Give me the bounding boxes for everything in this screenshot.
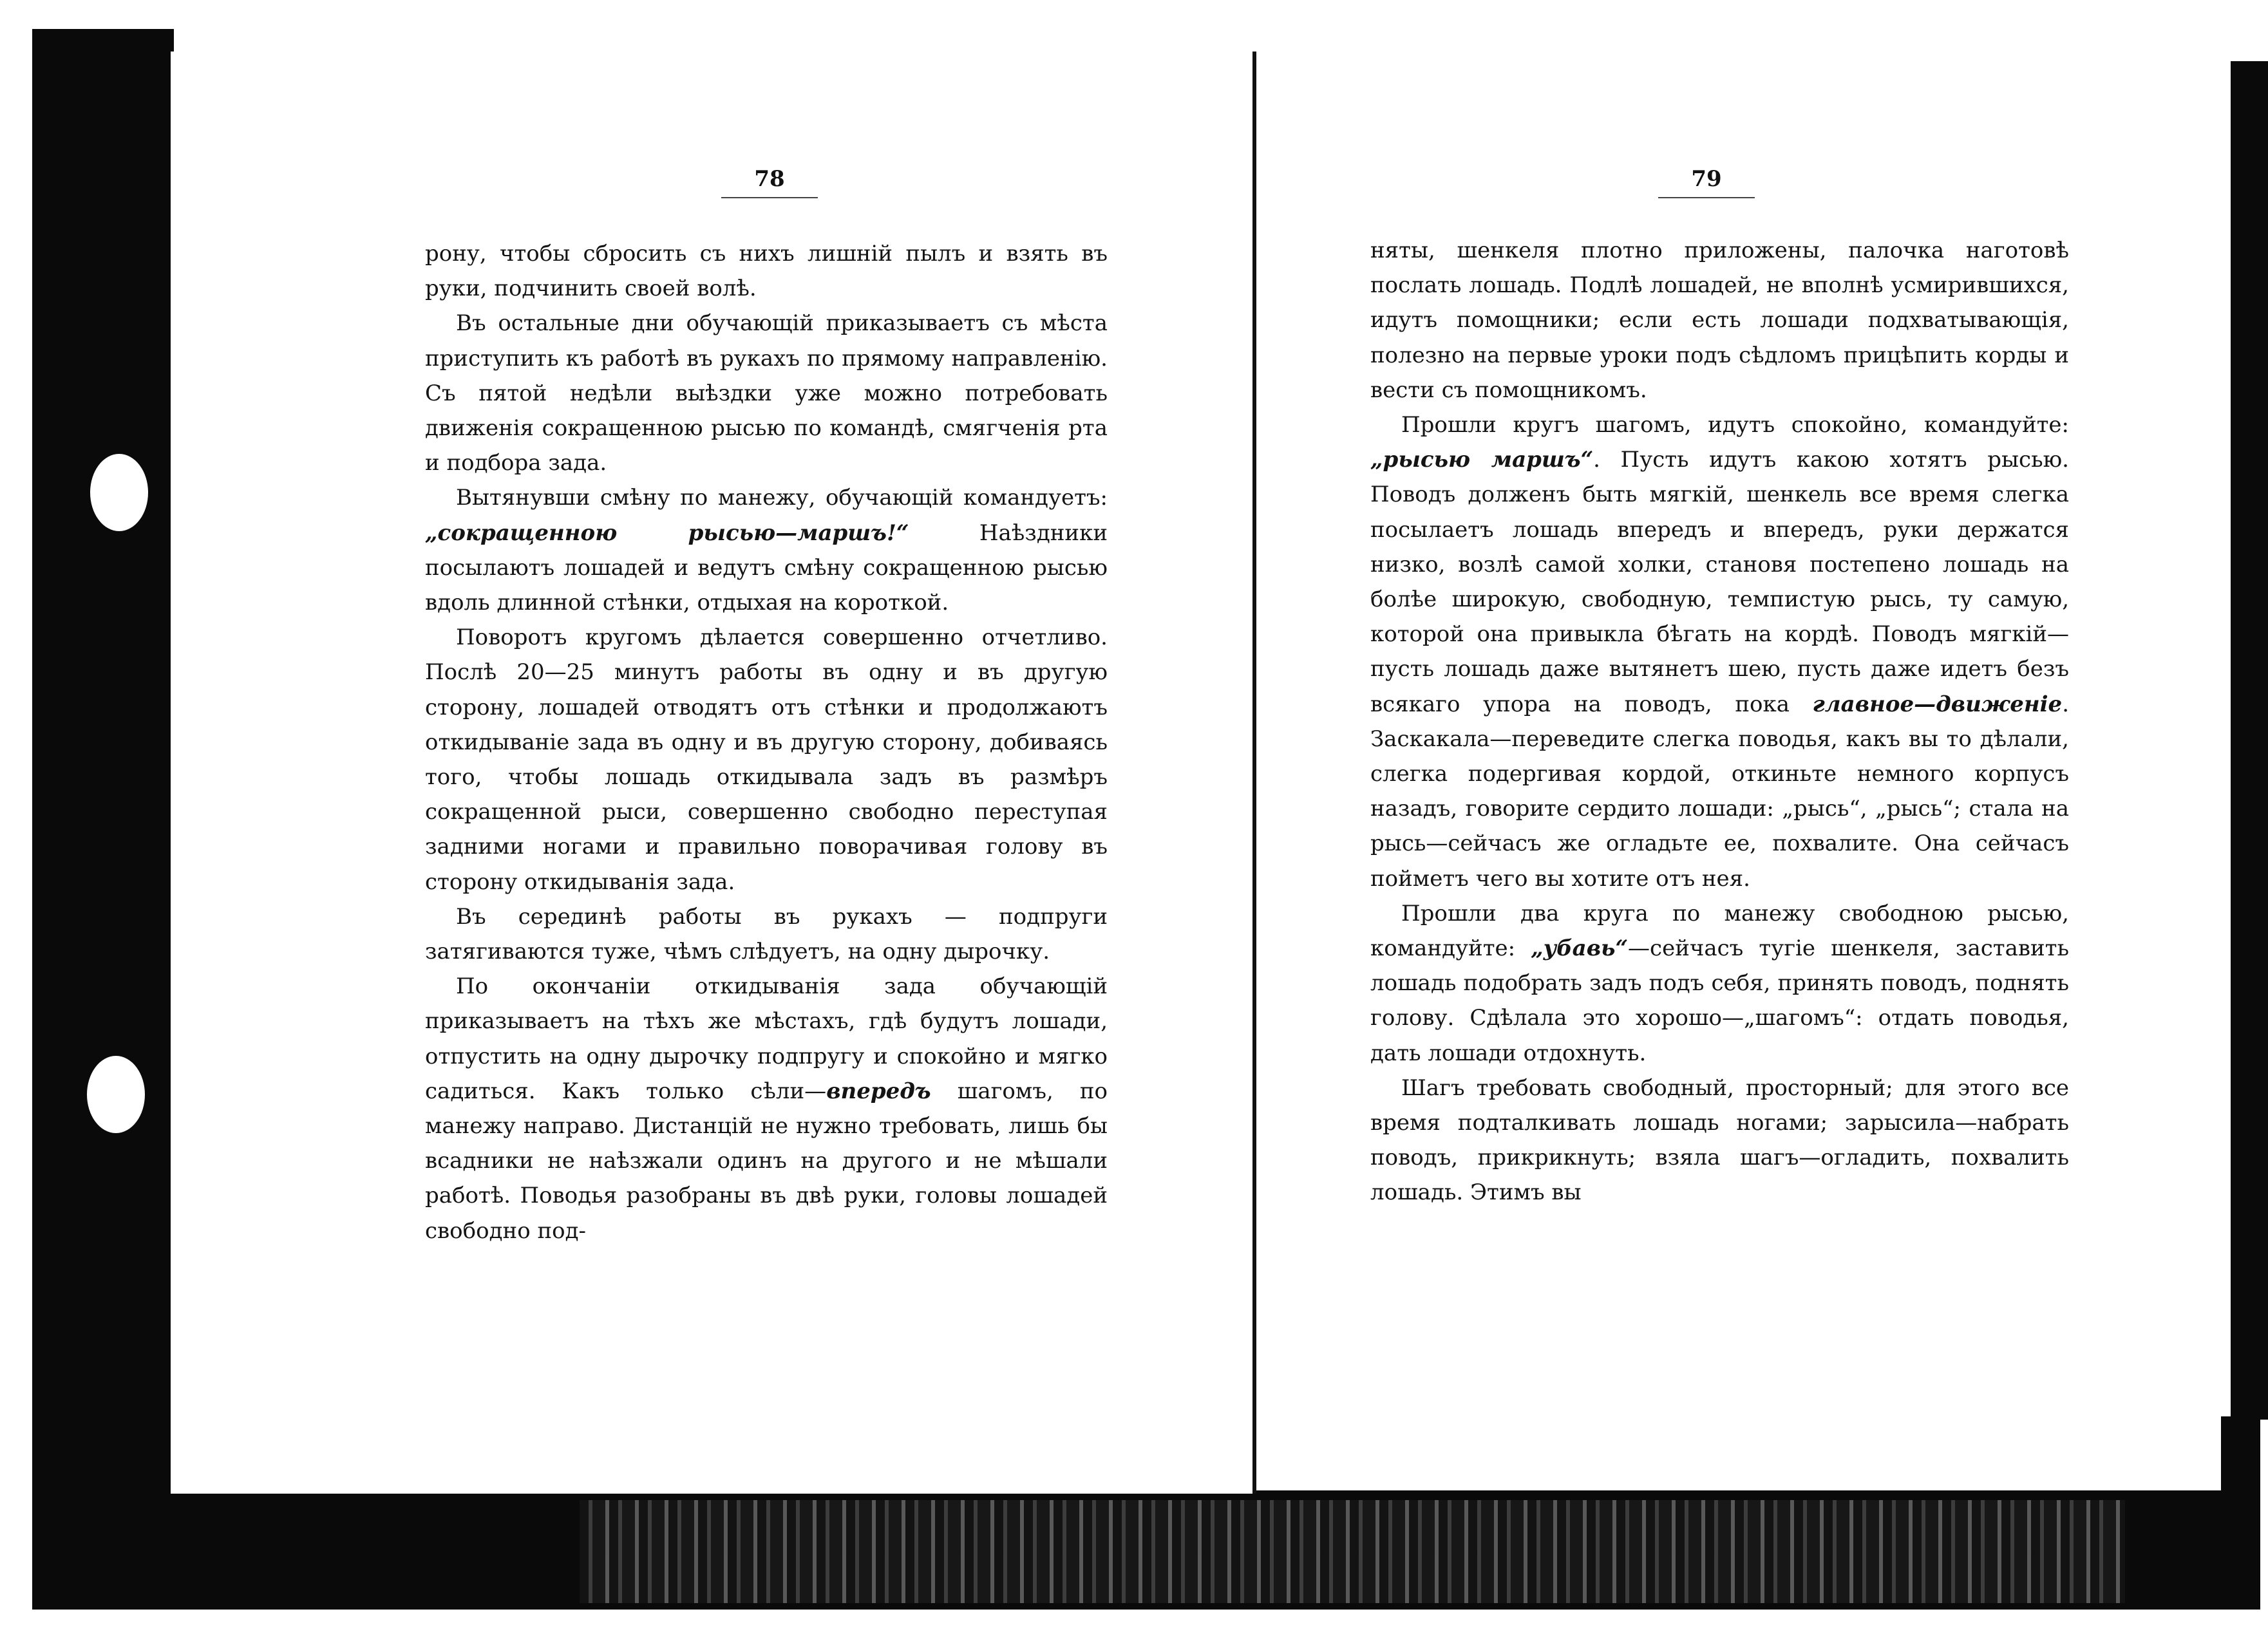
right-page-text <box>1370 233 2069 1210</box>
paragraph <box>1370 896 2069 1071</box>
emphasized-text: впередъ <box>826 1078 931 1104</box>
left-page-number: 78 <box>705 166 834 198</box>
scan-bottom-noise <box>580 1500 2125 1603</box>
binder-hole-bottom <box>87 1056 145 1133</box>
scan-left-edge <box>32 29 174 1593</box>
right-page-number: 79 <box>1642 166 1771 198</box>
left-page-text <box>425 236 1108 1248</box>
emphasized-text: главное—движеніе <box>1812 691 2063 717</box>
paragraph-text: Въ серединѣ работы въ рукахъ — подпруги затягиваются туже, чѣмъ слѣдуетъ, на одну дырочку. <box>425 903 1108 965</box>
paragraph-text: Наѣздники посылаютъ лошадей и ведутъ смѣну сокращенною рысью вдоль длинной стѣнки, отдыхая на короткой. <box>425 520 1108 616</box>
paragraph <box>425 306 1108 480</box>
paragraph-text: —сейчасъ тугіе шенкеля, заставить лошадь подобрать задъ подъ себя, принять поводъ, поднять голову. Сдѣлала это хорошо—„шагомъ“: отдать поводья, дать лошади отдохнуть. <box>1370 935 2069 1066</box>
paragraph <box>1370 408 2069 896</box>
paragraph-text: Поворотъ кругомъ дѣлается совершенно отчетливо. Послѣ 20—25 минутъ работы въ одну и въ другую сторону, лошадей отводятъ отъ стѣнки и продолжаютъ откидываніе зада въ одну и въ другую сторону, добиваясь того, чтобы лошадь откидывала задъ въ размѣръ сокращенной рыси, совершенно свободно переступая задними ногами и правильно поворачивая голову въ сторону откидыванія зада. <box>425 624 1108 895</box>
emphasized-text: „сокращенною рысью—маршъ!“ <box>425 520 909 546</box>
emphasized-text: „рысью маршъ“ <box>1370 447 1594 473</box>
paragraph <box>1370 1071 2069 1210</box>
paragraph-text: няты, шенкеля плотно приложены, палочка наготовѣ послать лошадь. Подлѣ лошадей, не вполнѣ усмирившихся, идутъ помощники; если есть лошади подхватывающія, полезно на первые уроки подъ сѣдломъ прицѣпить корды и вести съ помощникомъ. <box>1370 238 2069 403</box>
emphasized-text: „убавь“ <box>1531 935 1629 962</box>
paragraph <box>425 236 1108 306</box>
paragraph-text: Прошли два круга по манежу свободною рысью, командуйте: <box>1370 900 2069 962</box>
paragraph-text: шагомъ, по манежу направо. Дистанцій не нужно требовать, лишь бы всадники не наѣзжали одинъ на другого и не мѣшали работѣ. Поводья разобраны въ двѣ руки, головы лошадей свободно под- <box>425 1078 1108 1244</box>
paragraph <box>425 620 1108 899</box>
paragraph <box>1370 233 2069 408</box>
paragraph-text: Шагъ требовать свободный, просторный; для этого все время подталкивать лошадь ногами; зарысила—набрать поводъ, прикрикнуть; взяла шагъ—огладить, похвалить лошадь. Этимъ вы <box>1370 1075 2069 1206</box>
paragraph <box>425 969 1108 1248</box>
paragraph <box>425 480 1108 620</box>
paragraph-text: Въ остальные дни обучающій приказываетъ съ мѣста приступить къ работѣ въ рукахъ по прямому направленію. Съ пятой недѣли выѣздки уже можно потребовать движенія сокращенною рысью по командѣ, смягченія рта и подбора зада. <box>425 310 1108 476</box>
paragraph-text: Прошли кругъ шагомъ, идутъ спокойно, командуйте: <box>1401 412 2069 438</box>
paragraph-text: Вытянувши смѣну по манежу, обучающій командуетъ: <box>456 485 1108 511</box>
book-spine <box>1252 52 1256 1494</box>
paragraph-text: рону, чтобы сбросить съ нихъ лишній пылъ и взять въ руки, подчинить своей волѣ. <box>425 241 1108 302</box>
paragraph-text: По окончаніи откидыванія зада обучающій приказываетъ на тѣхъ же мѣстахъ, гдѣ будутъ лошади, отпустить на одну дырочку подпругу и спокойно и мягко садиться. Какъ только сѣли— <box>425 973 1108 1104</box>
scan-right-edge <box>2231 61 2268 1420</box>
binder-hole-top <box>90 454 148 531</box>
paragraph-text: . Пусть идутъ какою хотятъ рысью. Поводъ долженъ быть мягкій, шенкель все время слегка посылаетъ лошадь впередъ и впередъ, руки держатся низко, возлѣ самой холки, становя постепено лошадь на болѣе широкую, свободную, темпистую рысь, ту самую, которой она привыкла бѣгать на кордѣ. Поводъ мягкій—пусть лошадь даже вытянетъ шею, пусть даже идетъ безъ всякаго упора на поводъ, пока <box>1370 447 2069 717</box>
paragraph-text: . Заскакала—переведите слегка поводья, какъ вы то дѣлали, слегка подергивая кордой, откиньте немного корпусъ назадъ, говорите сердито лошади: „рысь“, „рысь“; стала на рысь—сейчасъ же огладьте ее, похвалите. Она сейчасъ пойметъ чего вы хотите отъ нея. <box>1370 691 2069 892</box>
paragraph <box>425 899 1108 969</box>
